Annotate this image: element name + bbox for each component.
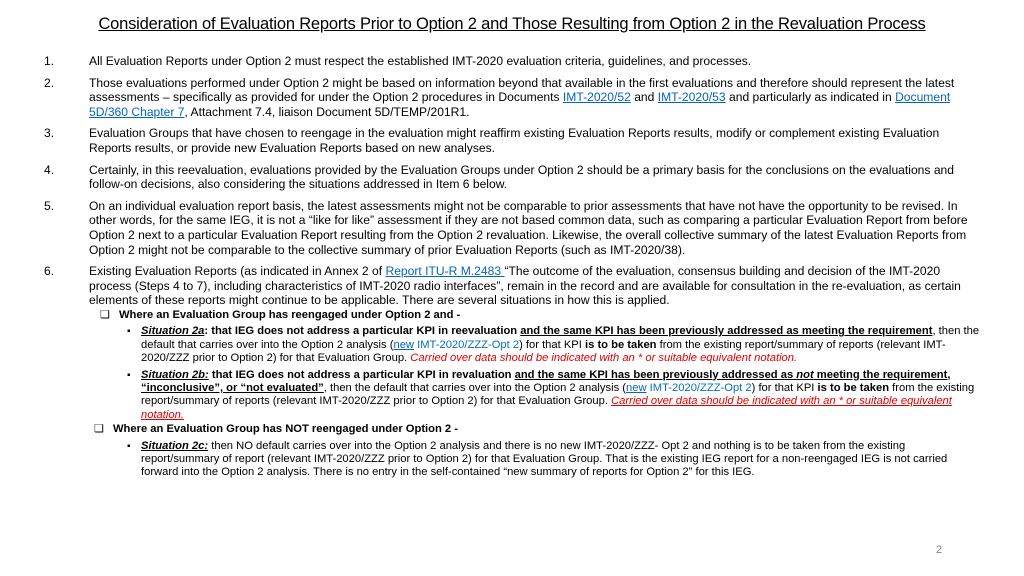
group-b-heading-text: Where an Evaluation Group has NOT reengaged under Option 2 -: [113, 423, 458, 436]
s2a-text: ) for that KPI: [519, 338, 585, 351]
checkbox-bullet-icon: ❏: [94, 423, 105, 436]
item-text: and particularly as indicated in: [725, 90, 896, 105]
slide-title: Consideration of Evaluation Reports Prior to Option 2 and Those Resulting from Option 2 in the Revaluation Process: [98, 15, 926, 33]
s2b-text: ) for that KPI: [751, 381, 818, 394]
s2b-text: from the existing report/summary of reports (relevant IMT-2020/ZZZ prior to Option 2) for that Evaluation Group.: [141, 381, 975, 408]
situation-2c: [44, 440, 984, 480]
list-item-3: [44, 126, 984, 155]
list-item-1: [44, 54, 984, 69]
link-imt-2020-53[interactable]: IMT-2020/53: [657, 90, 726, 105]
s2a-new-link[interactable]: new: [393, 338, 415, 351]
group-a-heading: [44, 309, 984, 322]
checkbox-bullet-icon: ❏: [100, 308, 111, 321]
page-number: 2: [936, 544, 943, 556]
square-bullet-icon: ▪: [127, 326, 131, 338]
s2a-bold-text: is to be taken: [585, 338, 657, 351]
s2b-underlined-text: meeting the requirement, “inconclusive”, or “not evaluated”: [141, 368, 951, 394]
item-text: Certainly, in this reevaluation, evaluations provided by the Evaluation Groups under Option 2 should be a primary basis for the conclusions on the evaluations and follow-on decisions, also considering the situations addressed in Item 6 below.: [89, 162, 954, 192]
item-number: 5.: [44, 198, 55, 213]
link-imt-2020-52[interactable]: IMT-2020/52: [562, 90, 631, 105]
list-item-4: [44, 163, 984, 192]
s2a-doc-code: IMT-2020/ZZZ-Opt 2: [414, 338, 520, 351]
item-text: “The outcome of the evaluation, consensus building and decision of the IMT-2020 process (Steps 4 to 7), including characteristics of IMT-2020 radio interfaces”, remain in the record and are available for consultation in the re-evaluation, as certain elements of these reports might continue to be applicable. There are several situations in how this is applied.: [89, 264, 961, 308]
s2a-text: from the existing report/summary of reports (relevant IMT-2020/ZZZ prior to Option 2) for that Evaluation Group.: [141, 338, 946, 365]
s2b-text: , then the default that carries over into the Option 2 analysis (: [323, 381, 627, 394]
s2c-text: then NO default carries over into the Option 2 analysis and there is no new IMT-2020/ZZZ- Opt 2 and nothing is to be taken from the existing report/summary of report (relevant IMT-2020/ZZZ prior to Option 2) for that Evaluation Group. That is the existing IEG report for a non-reengaged IEG is not carried forward into the Option 2 analysis. There is no entry in the self-contained “new summary of reports for Option 2” for this IEG.: [141, 439, 948, 479]
s2b-underlined-text: and the same KPI has been previously addressed as: [514, 368, 797, 381]
item-text: Existing Evaluation Reports (as indicated in Annex 2 of: [89, 264, 386, 279]
item-number: 2.: [44, 75, 55, 90]
item-text: Those evaluations performed under Option 2 might be based on information beyond that available in the first evaluations and therefore should represent the latest assessments – specifically as provided for under the Option 2 procedures in Documents: [89, 75, 955, 105]
s2b-red-note: Carried over data should be indicated with an * or suitable equivalent notation.: [141, 395, 952, 421]
group-a-heading-text: Where an Evaluation Group has reengaged under Option 2 and -: [119, 308, 461, 321]
s2b-bold-text: that IEG does not address a particular KPI in revaluation: [208, 368, 515, 381]
s2a-underlined-text: and the same KPI has been previously addressed as meeting the requirement: [520, 325, 933, 338]
situation-2a: [44, 325, 984, 365]
link-document-5d-360[interactable]: Document 5D/360 Chapter 7: [89, 90, 951, 119]
s2a-red-note: Carried over data should be indicated with an * or suitable equivalent notation.: [410, 352, 798, 365]
s2b-bold-text: is to be taken: [817, 381, 890, 394]
s2b-doc-code: IMT-2020/ZZZ-Opt 2: [646, 381, 752, 394]
situation-2c-label: Situation 2c:: [141, 439, 209, 452]
situation-2a-label: Situation 2a: [141, 325, 205, 338]
square-bullet-icon: ▪: [127, 369, 131, 381]
s2b-not-text: not: [796, 368, 814, 381]
item-number: 1.: [44, 54, 55, 68]
item-text: Evaluation Groups that have chosen to reengage in the evaluation might reaffirm existing Evaluation Reports results, modify or complement existing Evaluation Reports results, or provide new Evaluation Reports based on new analyses.: [89, 126, 940, 155]
s2b-new-link[interactable]: new: [626, 381, 647, 394]
list-item-2: [44, 76, 984, 120]
list-item-6: [44, 264, 984, 480]
item-text: On an individual evaluation report basis, the latest assessments might not be comparable to prior assessments that have not have the opportunity to be revised. In other words, for the same IEG, it is not a “like for like” assessment if they are not based common data, such as comparing a particular Evaluation Report from before Option 2 next to a particular Evaluation Report resulting from the Option 2 revaluation. Likewise, the overall collective summary of the latest Evaluation Reports from Option 2 might not be comparable to the collective summary of prior Evaluation Reports (such as IMT-2020/38).: [89, 198, 968, 257]
list-item-5: [44, 199, 984, 257]
numbered-list: [44, 54, 984, 482]
item-number: 6.: [44, 264, 55, 279]
item-text: and: [630, 90, 658, 105]
item-number: 4.: [44, 162, 55, 177]
situation-2b: [44, 369, 984, 423]
s2a-bold-text: : that IEG does not address a particular KPI in reevaluation: [204, 325, 521, 338]
group-b-heading: [44, 423, 984, 436]
item-text: All Evaluation Reports under Option 2 must respect the established IMT-2020 evaluation criteria, guidelines, and processes.: [89, 54, 752, 68]
s2a-text: , then the default that carries over into the Option 2 analysis (: [141, 325, 980, 351]
item-number: 3.: [44, 126, 55, 141]
link-report-itu-r-m2483[interactable]: Report ITU-R M.2483: [385, 264, 505, 279]
item-text: , Attachment 7.4, liaison Document 5D/TEMP/201R1.: [184, 104, 470, 119]
square-bullet-icon: ▪: [127, 440, 131, 452]
situation-2b-label: Situation 2b:: [141, 368, 209, 381]
